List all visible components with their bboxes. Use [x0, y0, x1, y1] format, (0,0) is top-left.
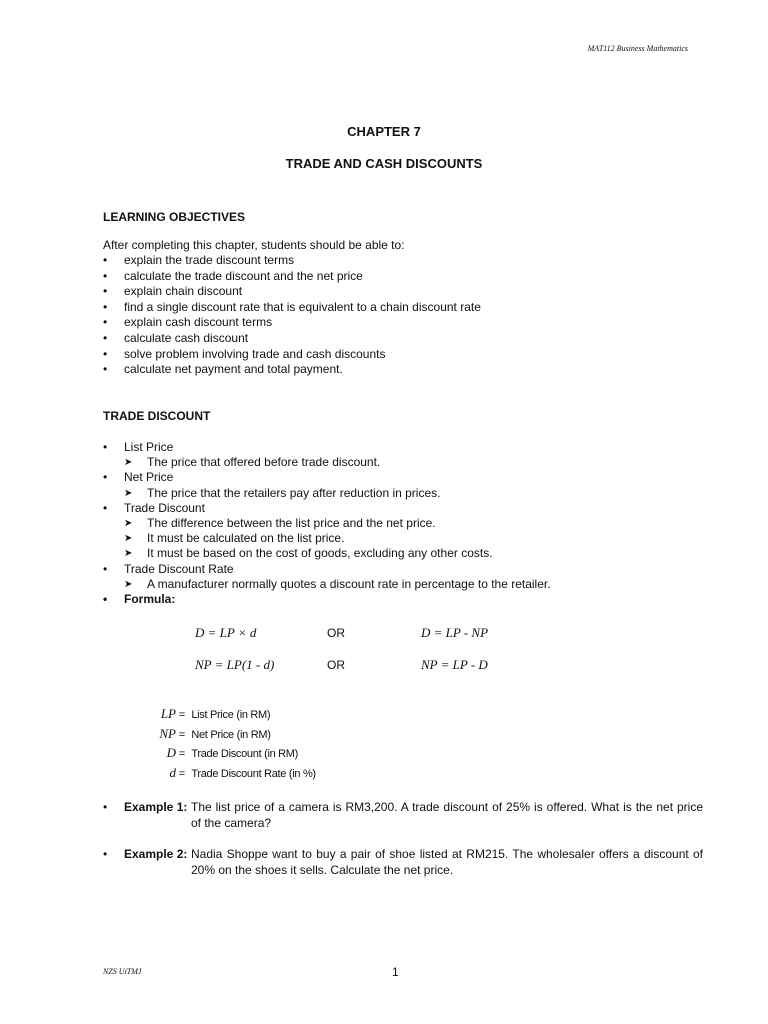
- arrow-bullet-icon: ➤: [124, 487, 133, 499]
- objective-text: explain cash discount terms: [124, 315, 273, 330]
- bullet-icon: •: [103, 440, 108, 454]
- term-note: [103, 486, 703, 501]
- term-trade-discount: [103, 501, 703, 516]
- variable-legend: [140, 704, 316, 782]
- bullet-icon: •: [103, 561, 108, 576]
- bullet-icon: •: [103, 299, 108, 314]
- term-net-price: [103, 470, 703, 485]
- chapter-number: CHAPTER 7: [347, 124, 421, 139]
- note-text: The difference between the list price and the net price.: [147, 515, 436, 530]
- formula-label-text: Formula:: [124, 591, 176, 606]
- legend-symbol: D: [166, 745, 176, 760]
- bullet-icon: •: [103, 500, 108, 515]
- objective-text: find a single discount rate that is equivalent to a chain discount rate: [124, 299, 481, 314]
- bullet-icon: •: [103, 330, 108, 345]
- example-label: Example 1:: [124, 800, 188, 814]
- term-label: Trade Discount: [124, 500, 205, 515]
- bullet-icon: •: [103, 284, 108, 299]
- learning-objectives-heading: LEARNING OBJECTIVES: [103, 210, 246, 224]
- term-trade-discount-rate: [103, 562, 703, 577]
- list-item: [103, 300, 481, 316]
- formula-label: [103, 592, 703, 607]
- legend-equals: =: [178, 767, 186, 780]
- bullet-icon: •: [103, 315, 108, 330]
- note-text: The price that offered before trade discount.: [147, 455, 381, 470]
- objective-text: explain the trade discount terms: [124, 253, 295, 267]
- objectives-list: [103, 253, 481, 378]
- legend-symbol: NP: [159, 725, 176, 741]
- legend-description: List Price (in RM): [191, 709, 271, 721]
- legend-row: [140, 763, 316, 783]
- list-item: [103, 269, 481, 285]
- objective-text: calculate the trade discount and the net price: [124, 268, 363, 283]
- legend-row: [140, 724, 316, 744]
- list-item: [103, 284, 481, 300]
- list-item: [103, 362, 481, 378]
- footer-code: NZS UiTMJ: [103, 967, 142, 976]
- legend-row: [140, 704, 316, 724]
- objectives-intro: After completing this chapter, students should be able to:: [103, 238, 405, 252]
- term-note: [103, 577, 703, 592]
- bullet-icon: •: [103, 268, 108, 283]
- note-text: A manufacturer normally quotes a discount rate in percentage to the retailer.: [147, 576, 551, 591]
- arrow-bullet-icon: ➤: [124, 578, 133, 590]
- bullet-icon: •: [103, 591, 108, 606]
- running-header: MAT112 Business Mathematics: [587, 44, 688, 53]
- legend-equals: =: [178, 728, 186, 741]
- formula-discount-left: D = LP × d: [195, 625, 257, 640]
- list-item: [103, 315, 481, 331]
- bullet-icon: •: [103, 470, 108, 485]
- term-label: Trade Discount Rate: [124, 561, 234, 576]
- note-text: It must be based on the cost of goods, excluding any other costs.: [147, 546, 493, 561]
- arrow-bullet-icon: ➤: [124, 533, 133, 545]
- formula-netprice-left: NP = LP(1 - d): [195, 657, 275, 672]
- legend-description: Trade Discount Rate (in %): [191, 767, 316, 780]
- arrow-bullet-icon: ➤: [124, 548, 133, 560]
- objective-text: calculate cash discount: [124, 330, 249, 345]
- term-note: [103, 531, 703, 546]
- example-text: The list price of a camera is RM3,200. A trade discount of 25% is offered. What is the net price of the camera?: [191, 800, 703, 830]
- objective-text: calculate net payment and total payment.: [124, 362, 343, 377]
- term-note: [103, 455, 703, 470]
- bullet-icon: •: [103, 800, 108, 814]
- bullet-icon: •: [103, 847, 108, 861]
- legend-description: Net Price (in RM): [191, 728, 271, 741]
- example-label: Example 2:: [124, 847, 188, 861]
- example-text: Nadia Shoppe want to buy a pair of shoe listed at RM215. The wholesaler offers a discount of 20% on the shoes it sells. Calculate the net price.: [191, 847, 703, 877]
- bullet-icon: •: [103, 253, 108, 267]
- objective-text: solve problem involving trade and cash discounts: [124, 346, 386, 361]
- term-note: [103, 516, 703, 531]
- legend-equals: =: [178, 709, 186, 721]
- example-1: [103, 799, 703, 831]
- note-text: The price that the retailers pay after reduction in prices.: [147, 485, 441, 500]
- bullet-icon: •: [103, 346, 108, 361]
- note-text: It must be calculated on the list price.: [147, 531, 345, 546]
- chapter-title: TRADE AND CASH DISCOUNTS: [285, 156, 483, 171]
- trade-discount-list: [103, 440, 703, 607]
- page-number: 1: [392, 965, 399, 979]
- list-item: [103, 331, 481, 347]
- term-label: List Price: [124, 440, 174, 454]
- list-item: [103, 253, 481, 269]
- legend-symbol: LP: [160, 706, 176, 721]
- formula-netprice-right: NP = LP - D: [421, 657, 488, 672]
- formula-or: OR: [327, 658, 345, 672]
- term-list-price: [103, 440, 703, 455]
- example-2: [103, 846, 703, 878]
- trade-discount-heading: TRADE DISCOUNT: [103, 409, 211, 423]
- term-note: [103, 546, 703, 561]
- legend-symbol: d: [169, 764, 176, 780]
- term-label: Net Price: [124, 470, 174, 485]
- objective-text: explain chain discount: [124, 284, 243, 299]
- legend-description: Trade Discount (in RM): [191, 748, 299, 760]
- arrow-bullet-icon: ➤: [124, 517, 133, 529]
- arrow-bullet-icon: ➤: [124, 457, 133, 469]
- bullet-icon: •: [103, 362, 108, 377]
- legend-equals: =: [178, 748, 186, 760]
- list-item: [103, 347, 481, 363]
- legend-row: [140, 743, 316, 763]
- formula-or: OR: [327, 626, 345, 640]
- formula-discount-right: D = LP - NP: [421, 625, 489, 640]
